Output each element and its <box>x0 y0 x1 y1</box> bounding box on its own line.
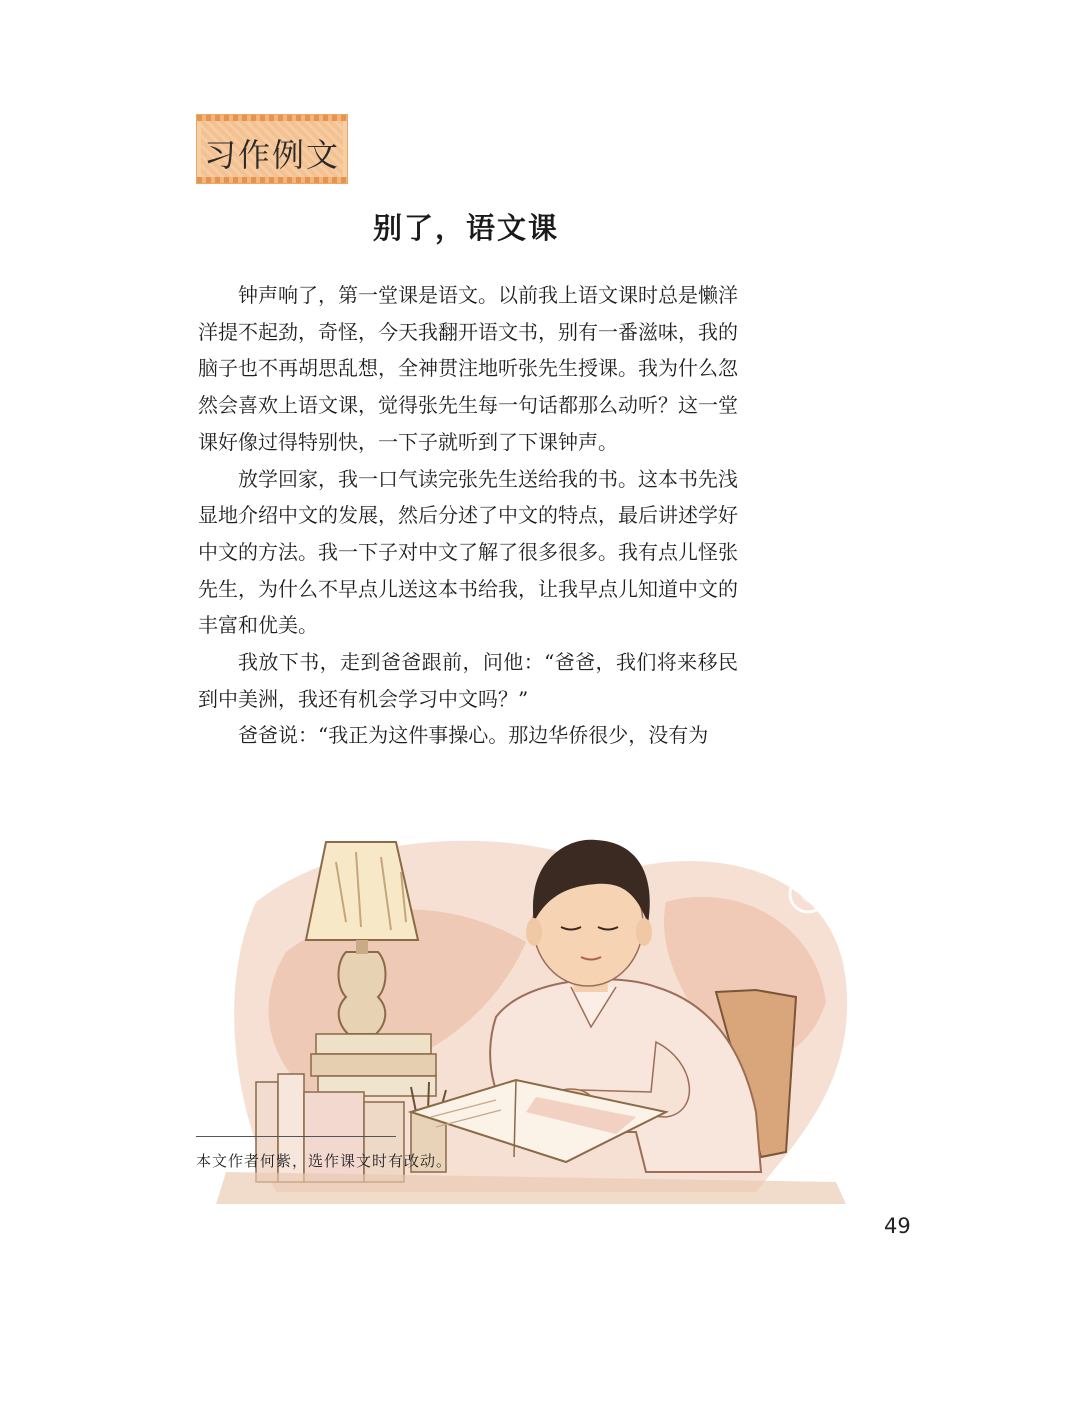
top-header-strip <box>0 0 1080 8</box>
footnote-divider <box>196 1136 396 1137</box>
page-number: 49 <box>884 1214 911 1238</box>
paragraph: 钟声响了，第一堂课是语文。以前我上语文课时总是懒洋洋提不起劲，奇怪，今天我翻开语文书，别有一番滋味，我的脑子也不再胡思乱想，全神贯注地听张先生授课。我为什么忽然会喜欢上语文课，觉得张先生每一句话都那么动听？这一堂课好像过得特别快，一下子就听到了下课钟声。 <box>198 283 738 454</box>
essay-body <box>198 277 738 754</box>
paragraph: 放学回家，我一口气读完张先生送给我的书。这本书先浅显地介绍中文的发展，然后分述了中文的特点，最后讲述学好中文的方法。我一下子对中文了解了很多很多。我有点儿怪张先生，为什么不早点儿送这本书给我，让我早点儿知道中文的丰富和优美。 <box>198 466 738 638</box>
paragraph: 我放下书，走到爸爸跟前，问他：“爸爸，我们将来移民到中美洲，我还有机会学习中文吗？” <box>198 650 738 711</box>
section-label-text: 习作例文 <box>203 136 340 174</box>
footnote: 本文作者何紫，选作课文时有改动。 <box>196 1152 453 1170</box>
section-label-box <box>196 114 348 184</box>
paragraph: 爸爸说：“我正为这件事操心。那边华侨很少，没有为 <box>238 723 709 748</box>
essay-title: 别了，语文课 <box>372 211 559 245</box>
registered-mark: ® <box>799 883 819 907</box>
